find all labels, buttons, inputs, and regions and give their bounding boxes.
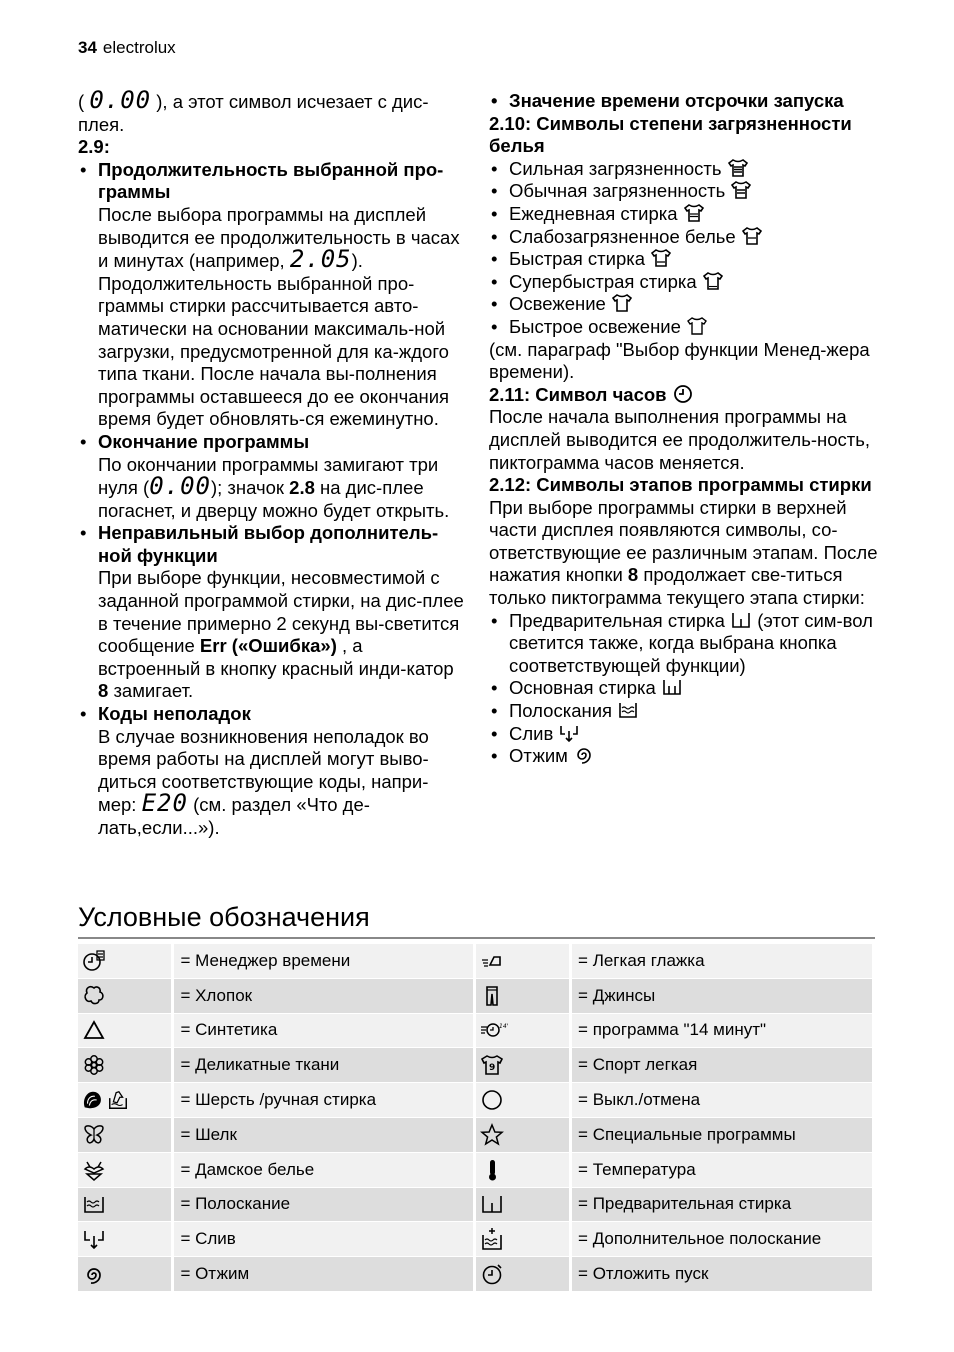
- main-wash-tub-icon: [661, 677, 683, 697]
- legend-label: = Специальные программы: [571, 1117, 874, 1152]
- list-item-wrong-option: [78, 522, 466, 703]
- shirt-super-quick-icon: [702, 271, 724, 291]
- soil-item: • Ежедневная стирка: [489, 203, 881, 226]
- legend-title: Условные обозначения: [78, 902, 370, 932]
- shirt-light-icon: [741, 226, 763, 246]
- handwash-icon: [107, 1088, 129, 1112]
- rinse-tub-icon: [617, 700, 639, 720]
- legend-label: = Отложить пуск: [571, 1257, 874, 1292]
- prewash-icon: [480, 1192, 504, 1216]
- table-row: [78, 1187, 874, 1222]
- legend-label: = Хлопок: [173, 978, 474, 1013]
- legend-table: [78, 944, 875, 1292]
- legend-label: = Дамское белье: [173, 1152, 474, 1187]
- soil-item: • Слабозагрязненное белье: [489, 226, 881, 249]
- extra-rinse-icon: [480, 1227, 504, 1251]
- legend-label: = Синтетика: [173, 1013, 474, 1048]
- section-heading-2-12: 2.12: Символы этапов программы стирки: [489, 474, 872, 496]
- silk-icon: [82, 1123, 106, 1147]
- soil-item: • Быстрая стирка: [489, 248, 881, 271]
- legend-label: = программа "14 минут": [571, 1013, 874, 1048]
- star-icon: [480, 1123, 504, 1147]
- shirt-quick-icon: [650, 248, 672, 268]
- item-title: • Неправильный выбор дополнитель-ной функции: [98, 522, 439, 566]
- table-row: [78, 1257, 874, 1292]
- lcd-display-value: 0.00: [89, 86, 152, 114]
- time-manager-icon: [82, 949, 106, 973]
- list-item-error-codes: [78, 703, 466, 840]
- list-item-delay-value: • Значение времени отсрочки запуска: [489, 90, 881, 113]
- item-text: При выборе функции, несовместимой с заданной программой стирки, на дис-плее в течение примерно 2 секунд вы-светится сообщение Err («Ошибка») , а встроенный в кнопку красный инди-катор 8 замигает.: [98, 567, 464, 702]
- legend-label: = Полоскание: [173, 1187, 474, 1222]
- thermometer-icon: [480, 1158, 504, 1182]
- intro-paragraph: ( 0.00 ), а этот символ исчезает с дис-плея.: [78, 86, 429, 135]
- cotton-icon: [82, 984, 106, 1008]
- easy-iron-icon: [480, 949, 504, 973]
- lcd-display-value: E20: [141, 789, 188, 818]
- brand-name: electrolux: [102, 38, 176, 57]
- table-row: [78, 944, 874, 978]
- lcd-display-value: 2.05: [289, 245, 352, 274]
- jeans-icon: [480, 984, 504, 1008]
- shirt-daily-icon: [683, 203, 705, 223]
- item-text: После выбора программы на дисплей выводится ее продолжительность в часах и минутах (например, 2.05). Продолжительность выбранной про-граммы стирки рассчитывается авто-матически на основании максималь-ной загрузки, предусмотренной для ка-ждого типа ткани. После начала вы-полнения программы оставшееся до ее окончания время будет обновлять-ся ежеминутно.: [98, 203, 460, 430]
- shirt-refresh-icon: [611, 293, 633, 313]
- page-number: 34: [78, 38, 97, 57]
- shirt-dots-heavy-icon: [727, 158, 749, 178]
- lcd-display-value: 0.00: [149, 472, 211, 501]
- table-row: [78, 1152, 874, 1187]
- section-heading-2-11: 2.11: Символ часов: [489, 384, 881, 407]
- lingerie-icon: [82, 1158, 106, 1182]
- table-row: [78, 1083, 874, 1118]
- soil-note: (см. параграф "Выбор функции Менед-жера времени).: [489, 338, 870, 383]
- drain-icon: [558, 723, 580, 743]
- prewash-tub-icon: [730, 610, 752, 630]
- legend-label: = Отжим: [173, 1257, 474, 1292]
- item-title: • Продолжительность выбранной про-граммы: [98, 158, 444, 203]
- legend-label: = Джинсы: [571, 978, 874, 1013]
- list-item-program-end: [78, 431, 466, 522]
- delay-start-icon: [480, 1262, 504, 1286]
- svg-text:9: 9: [488, 1063, 495, 1074]
- delicates-icon: [82, 1053, 106, 1077]
- clock-icon: [672, 384, 694, 404]
- legend-label: = Слив: [173, 1222, 474, 1257]
- 14-min-icon: [480, 1018, 508, 1042]
- table-row: [78, 1048, 874, 1083]
- soil-item: • Обычная загрязненность: [489, 180, 881, 203]
- phase-item-prewash: • Предварительная стирка (этот сим-вол светится также, когда выбрана кнопка соответствующей функции): [489, 610, 881, 678]
- list-item-duration: [78, 159, 466, 431]
- legend-label: = Дополнительное полоскание: [571, 1222, 874, 1257]
- svg-text:14': 14': [498, 1023, 508, 1031]
- section-heading-2-9: 2.9:: [78, 136, 110, 158]
- legend-label: = Легкая глажка: [571, 944, 874, 978]
- wool-icon: [82, 1088, 104, 1112]
- legend-label: = Выкл./отмена: [571, 1083, 874, 1118]
- legend-label: = Менеджер времени: [173, 944, 474, 978]
- soil-item: • Быстрое освежение: [489, 316, 881, 339]
- phase-item: • Основная стирка: [489, 677, 881, 700]
- off-icon: [480, 1088, 504, 1112]
- spin-icon: [82, 1262, 106, 1286]
- shirt-quick-refresh-icon: [686, 316, 708, 336]
- soil-item: • Супербыстрая стирка: [489, 271, 881, 294]
- drain-icon: [82, 1227, 106, 1251]
- legend-label: = Шерсть /ручная стирка: [173, 1083, 474, 1118]
- table-row: [78, 1222, 874, 1257]
- synthetics-icon: [82, 1018, 106, 1042]
- soil-item: • Сильная загрязненность: [489, 158, 881, 181]
- item-text: В случае возникновения неполадок во время работы на дисплей могут выво-диться соответствующие коды, напри-мер: E20 (см. раздел «Что де-лать,если...»).: [98, 725, 429, 838]
- soil-item: • Освежение: [489, 293, 881, 316]
- legend-label: = Шелк: [173, 1117, 474, 1152]
- shirt-dots-normal-icon: [730, 180, 752, 200]
- legend-label: = Деликатные ткани: [173, 1048, 474, 1083]
- clock-text: После начала выполнения программы на дисплей выводится ее продолжитель-ность, пиктограмма часов меняется.: [489, 406, 871, 473]
- sport-icon: [480, 1053, 504, 1077]
- left-column: [78, 86, 466, 840]
- spin-icon: [573, 745, 595, 765]
- item-text: По окончании программы замигают три нуля (0.00); значок 2.8 на дис-плее погаснет, и дверцу можно будет открыть.: [98, 453, 450, 521]
- phase-text: При выборе программы стирки в верхней части дисплея появляются символы, со-ответствующие ее различным этапам. После нажатия кнопки 8 продолжает све-титься только пиктограмма текущего этапа стирки:: [489, 496, 878, 609]
- legend-label: = Спорт легкая: [571, 1048, 874, 1083]
- table-row: [78, 978, 874, 1013]
- right-column: [489, 90, 881, 768]
- legend-label: = Температура: [571, 1152, 874, 1187]
- section-heading-2-10: 2.10: Символы степени загрязненности белья: [489, 112, 852, 157]
- phase-item: • Слив: [489, 723, 881, 746]
- table-row: [78, 1013, 874, 1048]
- item-title: • Коды неполадок: [98, 703, 251, 725]
- table-row: [78, 1117, 874, 1152]
- phase-item: • Полоскания: [489, 700, 881, 723]
- rinse-icon: [82, 1192, 106, 1216]
- phase-item: • Отжим: [489, 745, 881, 768]
- item-title: • Окончание программы: [98, 430, 310, 452]
- legend-divider: [78, 937, 875, 939]
- page-header: [78, 38, 176, 58]
- legend-label: = Предварительная стирка: [571, 1187, 874, 1222]
